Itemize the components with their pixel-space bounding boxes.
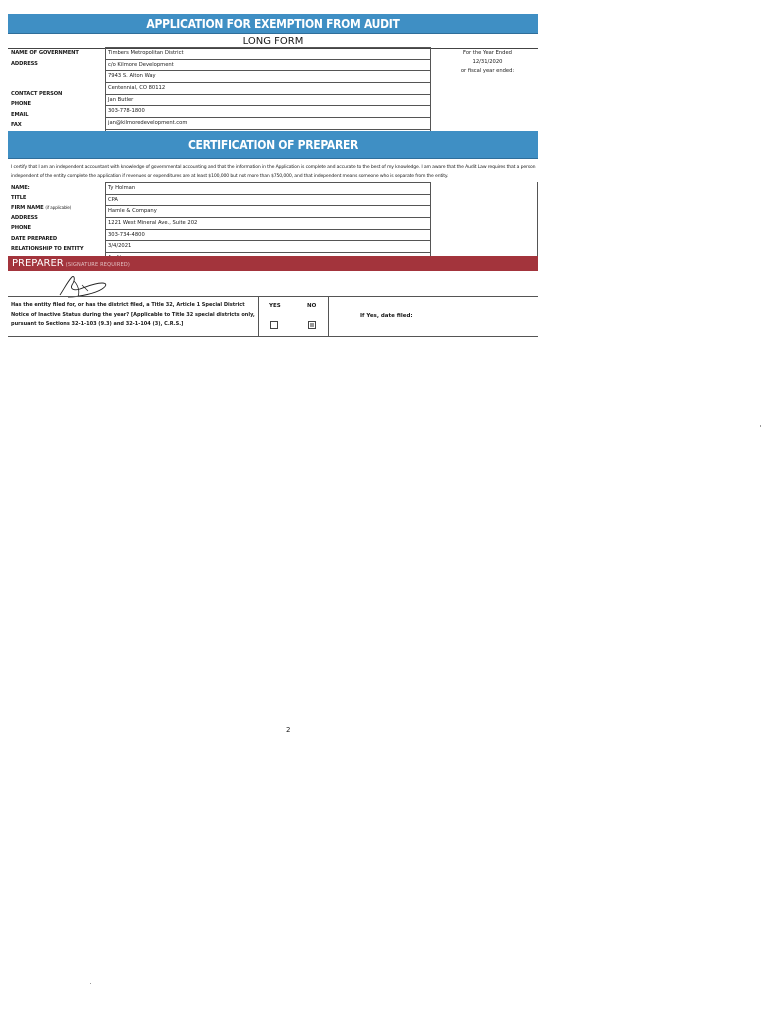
- label-preparer-address: ADDRESS: [11, 215, 38, 221]
- label-firm-name-text: FIRM NAME: [11, 205, 44, 211]
- page-number: 2: [286, 726, 291, 734]
- fiscal-year-label: or fiscal year ended:: [460, 68, 515, 74]
- address-line-3-field[interactable]: Centennial, CO 80112: [106, 83, 430, 95]
- label-phone: PHONE: [11, 101, 31, 107]
- year-ended-note: [440, 49, 535, 76]
- certification-title: CERTIFICATION OF PREPARER: [8, 131, 538, 159]
- year-ended-label: For the Year Ended: [463, 50, 512, 56]
- label-firm-name: [11, 205, 71, 211]
- preparer-name-field[interactable]: Ty Holman: [106, 183, 430, 195]
- label-firm-note: (if applicable): [45, 205, 72, 210]
- contact-person-field[interactable]: Jan Butler: [106, 95, 430, 107]
- label-address: ADDRESS: [11, 61, 38, 67]
- form-title: APPLICATION FOR EXEMPTION FROM AUDIT: [8, 14, 538, 34]
- inactive-status-question: [8, 296, 538, 337]
- preparer-title: PREPARER: [12, 258, 64, 269]
- email-field[interactable]: jan@kilmoredevelopment.com: [106, 118, 430, 130]
- divider: [328, 297, 329, 336]
- phone-field[interactable]: 303-778-1800: [106, 106, 430, 118]
- firm-name-field[interactable]: Hamle & Company: [106, 206, 430, 218]
- label-relationship: RELATIONSHIP TO ENTITY: [11, 246, 84, 252]
- signature-required-note: (SIGNATURE REQUIRED): [65, 262, 131, 268]
- government-name-field[interactable]: Timbers Metropolitan District: [106, 48, 430, 60]
- certification-statement: I certify that I am an independent accountant with knowledge of governmental accounting and that the information in the Application is complete and accurate to the best of my knowledge. I am aware that the Audit Law requires that a person independent of the entity complete the application if revenues or expenditures are at least $100,000 but not more than $750,000, and that independent means someone who is separate from the entity.: [11, 165, 536, 179]
- no-header: NO: [307, 303, 317, 309]
- label-fax: FAX: [11, 122, 22, 128]
- preparer-phone-field[interactable]: 303-734-4800: [106, 230, 430, 242]
- preparer-address-field[interactable]: 1221 West Mineral Ave., Suite 202: [106, 218, 430, 230]
- date-filed-label: If Yes, date filed:: [360, 313, 413, 319]
- label-preparer-title: TITLE: [11, 195, 27, 201]
- year-ended-date: 12/31/2020: [472, 59, 503, 65]
- inactive-status-question-text: Has the entity filed for, or has the district filed, a Title 32, Article 1 Special District Notice of Inactive Status during the year? [Applicable to Title 32 special districts only, pursuant to Sections 32-1-103 (9.3) and 32-1-104 (3), C.R.S.]: [11, 302, 255, 327]
- address-line-1-field[interactable]: c/o Kilmore Development: [106, 60, 430, 72]
- no-checkbox[interactable]: [308, 321, 316, 329]
- yes-checkbox[interactable]: [270, 321, 278, 329]
- scan-speck: [90, 983, 91, 984]
- scan-speck: [760, 425, 761, 427]
- label-contact-person: CONTACT PERSON: [11, 91, 63, 97]
- address-line-2-field[interactable]: 7943 S. Alton Way: [106, 71, 430, 83]
- divider: [258, 297, 259, 336]
- government-info-box: [105, 47, 431, 142]
- yes-header: YES: [269, 303, 281, 309]
- label-preparer-name: NAME:: [11, 185, 30, 191]
- label-preparer-phone: PHONE: [11, 225, 31, 231]
- date-prepared-field[interactable]: 3/4/2021: [106, 241, 430, 253]
- preparer-title-field[interactable]: CPA: [106, 195, 430, 207]
- preparer-bar: [8, 256, 538, 271]
- preparer-info-box: [105, 182, 431, 265]
- label-government-name: NAME OF GOVERNMENT: [11, 50, 79, 56]
- form-subtitle: LONG FORM: [8, 35, 538, 49]
- preparer-box-right-border: [537, 182, 538, 256]
- label-date-prepared: DATE PREPARED: [11, 236, 58, 242]
- label-email: EMAIL: [11, 112, 29, 118]
